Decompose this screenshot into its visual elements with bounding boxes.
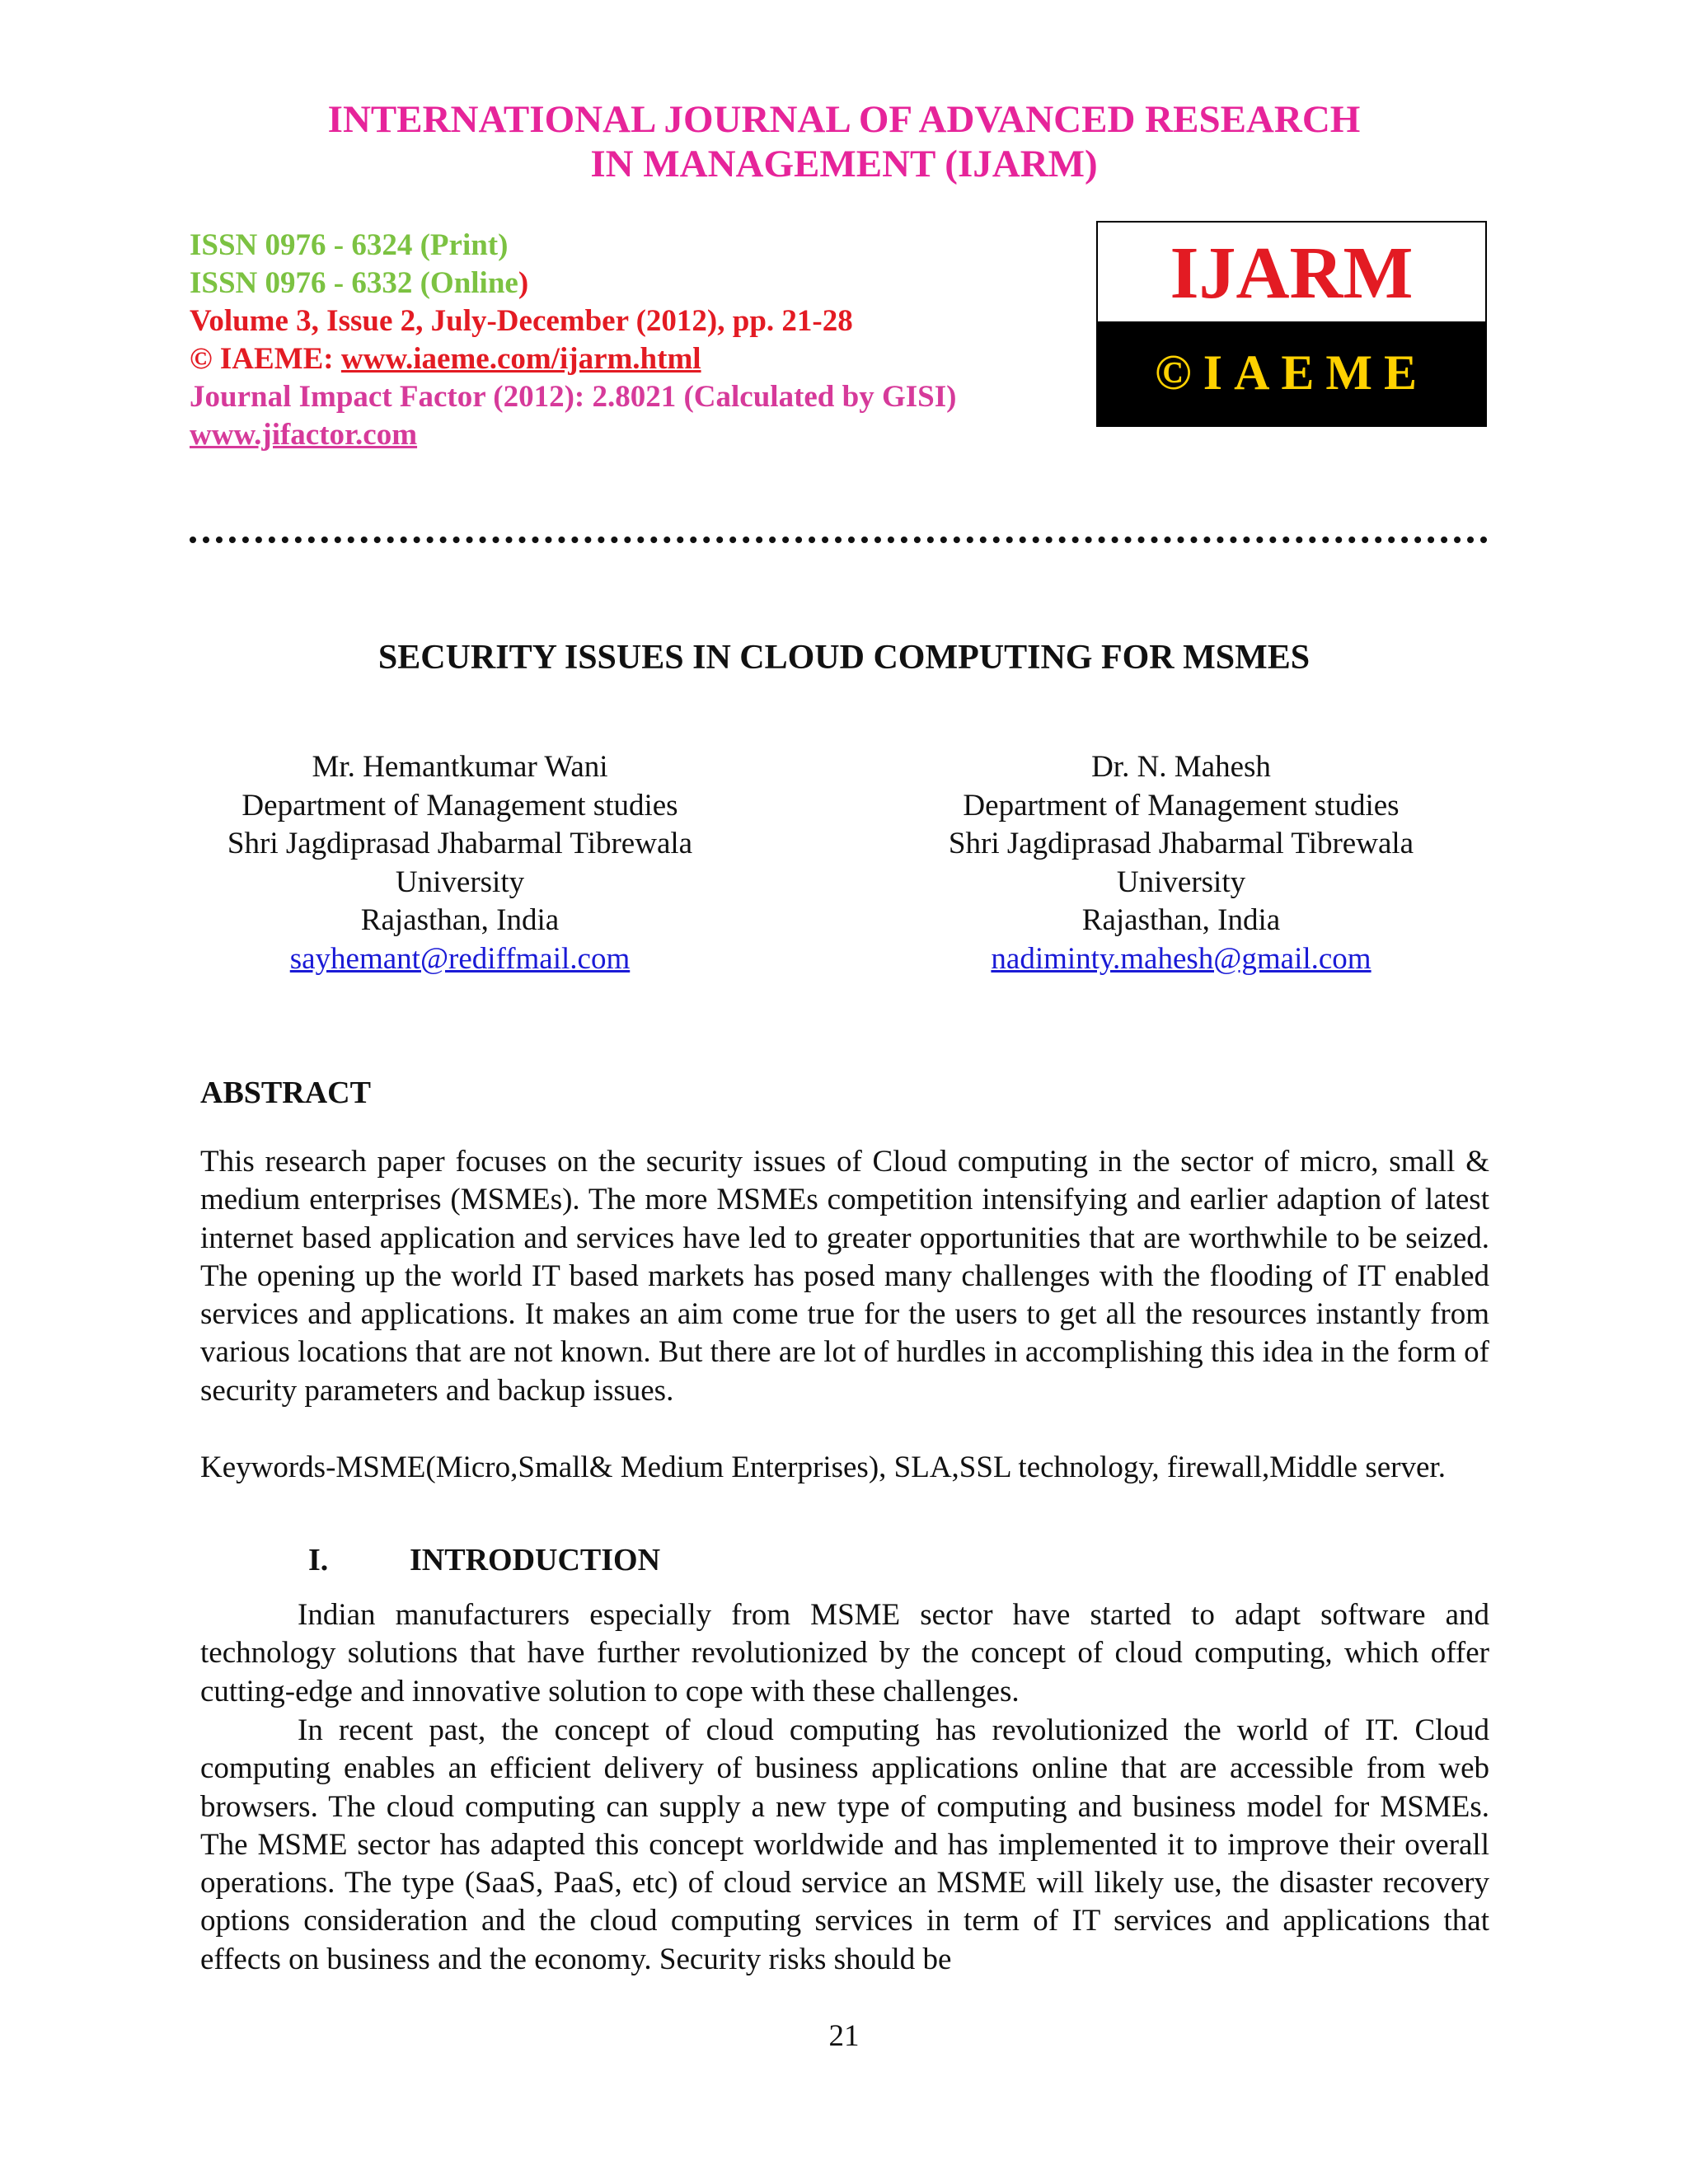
author-name: Mr. Hemantkumar Wani: [312, 750, 608, 784]
author-department: Department of Management studies: [963, 788, 1400, 823]
iaeme-prefix: © IAEME:: [190, 342, 341, 376]
abstract-heading: ABSTRACT: [200, 1076, 371, 1110]
dotted-divider: [190, 537, 1488, 543]
issn-online: [190, 265, 528, 302]
paper-title: SECURITY ISSUES IN CLOUD COMPUTING FOR MSMES: [377, 639, 1311, 677]
author-name: Dr. N. Mahesh: [1091, 750, 1271, 784]
introduction-heading: INTRODUCTION: [410, 1543, 661, 1577]
author-department: Department of Management studies: [241, 788, 678, 823]
author-location: Rajasthan, India: [360, 903, 560, 937]
page-number: 21: [828, 2019, 860, 2053]
impact-factor: Journal Impact Factor (2012): 2.8021 (Calculated by GISI): [190, 380, 957, 414]
introduction-paragraph-2: In recent past, the concept of cloud computing has revolutionized the world of IT. Cloud computing enables an efficient delivery of business applications online that are accessible from web browsers. The cloud computing can supply a new type of computing and business model for MSMEs. The MSME sector has adapted this concept worldwide and has implemented it to improve their overall operations. The type (SaaS, PaaS, etc) of cloud service an MSME will likely use, the disaster recovery options consideration and the cloud computing services in term of IT services and applications that effects on business and the economy. Security risks should be: [200, 1713, 1489, 1976]
introduction-paragraph-1: Indian manufacturers especially from MSME sector have started to adapt software and technology solutions that have further revolutionized by the concept of cloud computing, which offer cutting-edge and innovative solution to cope with these challenges.: [200, 1598, 1489, 1708]
issn-print: ISSN 0976 - 6324 (Print): [190, 228, 509, 262]
abstract-text: This research paper focuses on the security issues of Cloud computing in the sector of micro, small & medium enterprises (MSMEs). The more MSMEs competition intensifying and earlier adaption of latest internet based application and services have led to greater opportunities that are worthwhile to be seized. The opening up the world IT based markets has posed many challenges with the flooding of IT enabled services and applications. It makes an aim come true for the users to get all the resources instantly from various locations that are not known. But there are lot of hurdles in accomplishing this idea in the form of security parameters and backup issues.: [200, 1145, 1489, 1408]
jifactor-link[interactable]: www.jifactor.com: [190, 418, 418, 452]
author-institution: Shri Jagdiprasad Jhabarmal Tibrewala: [227, 827, 693, 860]
section-number: I.: [308, 1543, 329, 1577]
author-institution: Shri Jagdiprasad Jhabarmal Tibrewala: [948, 827, 1414, 860]
logo-bottom-text: ©IAEME: [1098, 321, 1485, 425]
keywords: Keywords-MSME(Micro,Small& Medium Enterprises), SLA,SSL technology, firewall,Middle server.: [200, 1451, 1446, 1484]
journal-title-line1: INTERNATIONAL JOURNAL OF ADVANCED RESEARCH: [327, 98, 1361, 141]
author-email-link[interactable]: nadiminty.mahesh@gmail.com: [991, 941, 1372, 976]
author-1: [196, 748, 724, 978]
iaeme-link[interactable]: www.iaeme.com/ijarm.html: [340, 342, 701, 376]
author-institution-cont: University: [395, 865, 525, 899]
iaeme-line: [190, 340, 701, 378]
author-location: Rajasthan, India: [1081, 903, 1281, 937]
journal-title: [0, 97, 1688, 186]
issn-online-text: ISSN 0976 - 6332 (Online: [190, 266, 518, 300]
ijarm-logo: [1096, 221, 1487, 427]
logo-top-text: IJARM: [1170, 232, 1414, 314]
author-email-link[interactable]: sayhemant@rediffmail.com: [289, 941, 631, 976]
issn-online-paren: ): [518, 266, 529, 300]
author-2: [917, 748, 1445, 978]
volume-info: Volume 3, Issue 2, July-December (2012), pp. 21-28: [190, 304, 853, 338]
author-institution-cont: University: [1116, 865, 1246, 899]
journal-title-line2: IN MANAGEMENT (IJARM): [590, 143, 1098, 185]
